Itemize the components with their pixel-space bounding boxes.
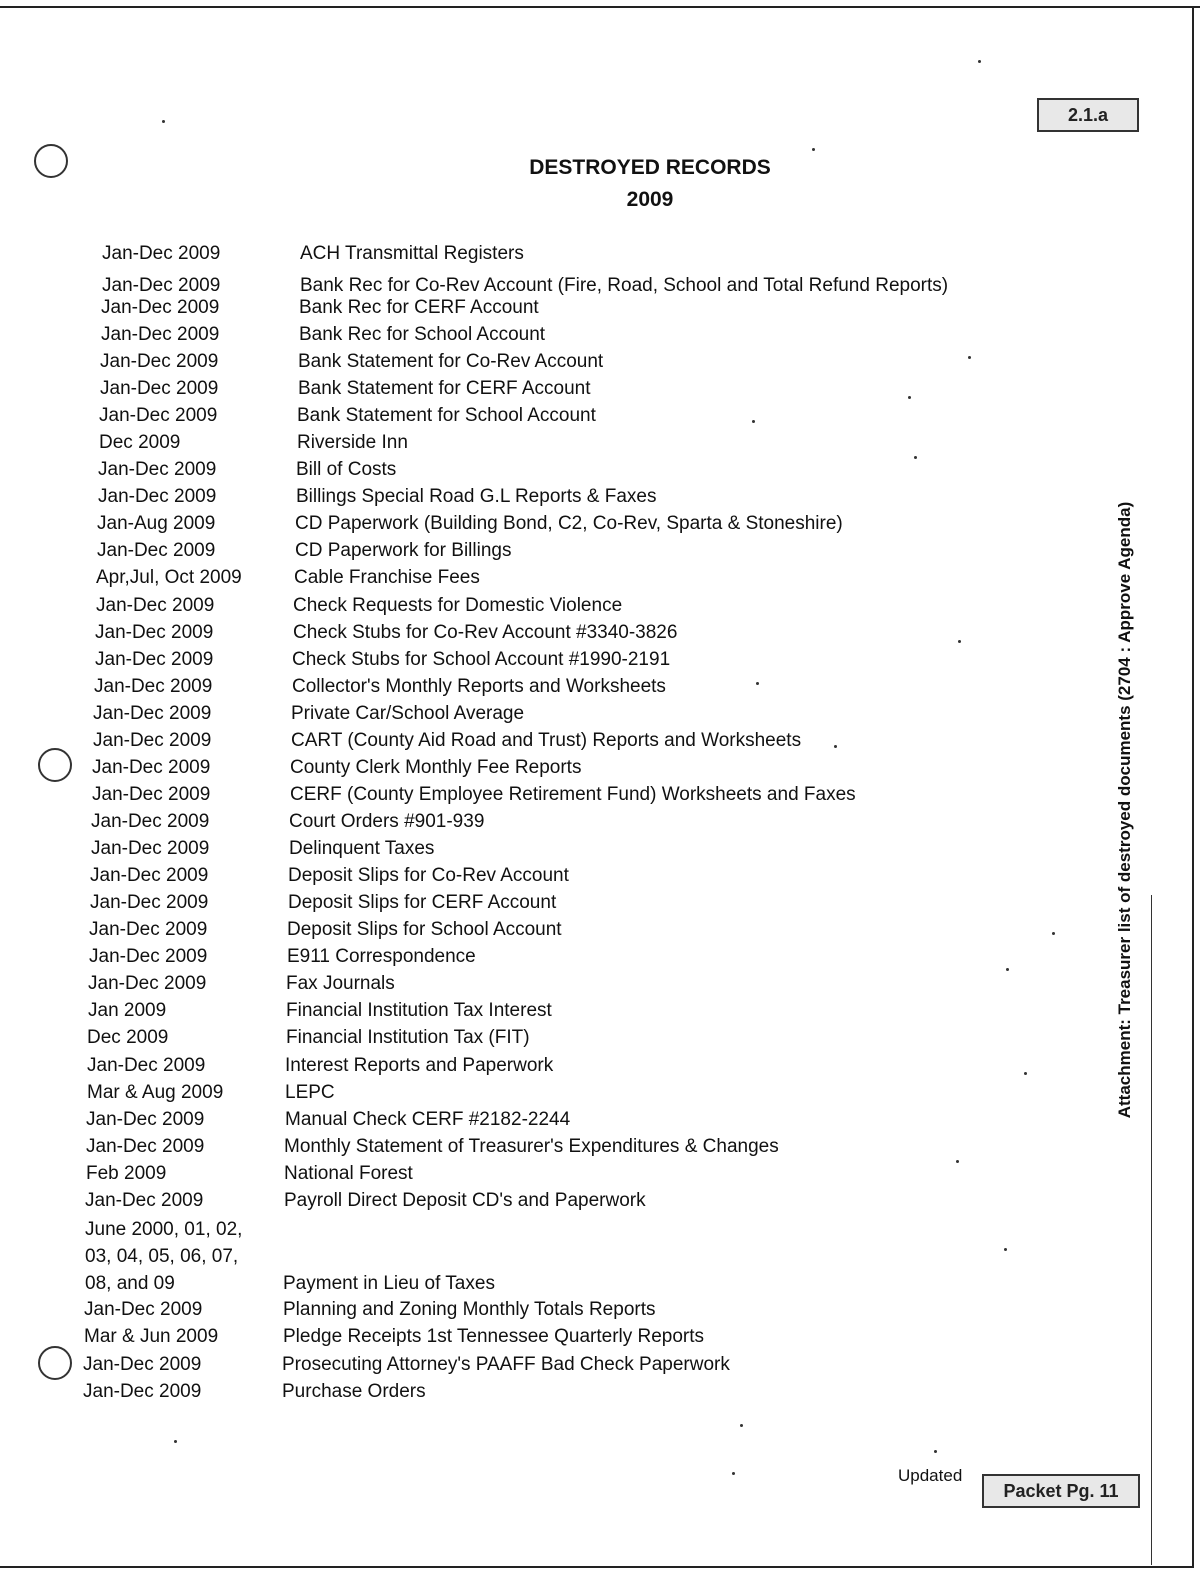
- record-date: Jan-Dec 2009: [83, 1354, 202, 1375]
- record-date: Jan-Dec 2009: [86, 1136, 205, 1157]
- scan-speck: [174, 1440, 177, 1443]
- record-date: June 2000, 01, 02, 03, 04, 05, 06, 07, 08, and 09: [85, 1219, 243, 1294]
- record-date: Jan-Dec 2009: [100, 351, 219, 372]
- page-border-right: [1192, 6, 1194, 1566]
- record-description: Financial Institution Tax Interest: [286, 1000, 552, 1021]
- record-description: Payment in Lieu of Taxes: [283, 1273, 495, 1294]
- record-date: Feb 2009: [86, 1163, 167, 1184]
- record-description: Bank Statement for CERF Account: [298, 378, 591, 399]
- record-description: Financial Institution Tax (FIT): [286, 1027, 530, 1048]
- record-date: Jan-Dec 2009: [89, 946, 208, 967]
- scan-speck: [958, 640, 961, 643]
- margin-rule: [1151, 895, 1152, 1565]
- agenda-item-badge: 2.1.a: [1037, 98, 1139, 132]
- record-description: National Forest: [284, 1163, 413, 1184]
- record-date: Jan 2009: [88, 1000, 167, 1021]
- packet-page-badge: Packet Pg. 11: [982, 1474, 1140, 1508]
- record-description: Billings Special Road G.L Reports & Faxes: [296, 486, 657, 507]
- attachment-sidebar-label: Attachment: Treasurer list of destroyed documents (2704 : Approve Agenda): [1115, 501, 1134, 1119]
- record-date: Jan-Dec 2009: [84, 1299, 203, 1320]
- record-date: Jan-Dec 2009: [92, 784, 211, 805]
- record-description: Check Stubs for Co-Rev Account #3340-3826: [293, 622, 678, 643]
- scan-speck: [162, 120, 165, 123]
- page-border-bottom: [0, 1566, 1194, 1568]
- punch-hole-top: [34, 144, 68, 178]
- page-border-top: [0, 6, 1200, 8]
- record-date: Jan-Dec 2009: [100, 378, 219, 399]
- record-date: Jan-Dec 2009: [85, 1190, 204, 1211]
- record-date: Apr,Jul, Oct 2009: [96, 567, 242, 588]
- record-date: Jan-Dec 2009: [101, 324, 220, 345]
- scan-speck: [934, 1450, 937, 1453]
- record-description: ACH Transmittal Registers: [300, 243, 524, 264]
- record-description: Interest Reports and Paperwork: [285, 1055, 554, 1076]
- scan-speck: [752, 420, 755, 423]
- punch-hole-middle: [38, 748, 72, 782]
- scan-speck: [1004, 1248, 1007, 1251]
- record-date: Jan-Dec 2009: [90, 892, 209, 913]
- record-date: Jan-Dec 2009: [98, 459, 217, 480]
- scan-speck: [756, 682, 759, 685]
- record-description: Purchase Orders: [282, 1381, 426, 1402]
- record-description: Bank Rec for CERF Account: [299, 297, 539, 318]
- record-date: Jan-Dec 2009: [97, 540, 216, 561]
- record-description: Payroll Direct Deposit CD's and Paperwork: [284, 1190, 646, 1211]
- scan-speck: [968, 356, 971, 359]
- record-description: CD Paperwork for Billings: [295, 540, 512, 561]
- record-description: Delinquent Taxes: [289, 838, 435, 859]
- scan-speck: [834, 745, 837, 748]
- record-date: Jan-Dec 2009: [87, 1055, 206, 1076]
- record-date: Jan-Dec 2009: [95, 649, 214, 670]
- record-description: Check Requests for Domestic Violence: [293, 595, 623, 616]
- updated-label: Updated: [898, 1466, 963, 1485]
- record-date: Jan-Dec 2009: [86, 1109, 205, 1130]
- record-description: CD Paperwork (Building Bond, C2, Co-Rev, Sparta & Stoneshire): [295, 513, 843, 534]
- record-description: CERF (County Employee Retirement Fund) Worksheets and Faxes: [290, 784, 856, 805]
- record-description: Check Stubs for School Account #1990-2191: [292, 649, 671, 670]
- record-date: Jan-Dec 2009: [101, 297, 220, 318]
- record-description: Deposit Slips for Co-Rev Account: [288, 865, 569, 886]
- record-description: Bill of Costs: [296, 459, 397, 480]
- scan-speck: [914, 456, 917, 459]
- record-description: Riverside Inn: [297, 432, 408, 453]
- record-date: Jan-Dec 2009: [83, 1381, 202, 1402]
- record-date: Jan-Dec 2009: [88, 973, 207, 994]
- record-date: Jan-Dec 2009: [92, 757, 211, 778]
- record-description: Cable Franchise Fees: [294, 567, 480, 588]
- punch-hole-bottom: [38, 1346, 72, 1380]
- scan-speck: [1006, 968, 1009, 971]
- record-date: Jan-Dec 2009: [99, 405, 218, 426]
- record-description: Deposit Slips for School Account: [287, 919, 562, 940]
- record-date: Jan-Dec 2009: [102, 243, 221, 264]
- scan-speck: [1052, 932, 1055, 935]
- scan-speck: [978, 60, 981, 63]
- record-description: Collector's Monthly Reports and Worksheets: [292, 676, 666, 697]
- record-description: Bank Statement for Co-Rev Account: [298, 351, 604, 372]
- record-date: Dec 2009: [87, 1027, 169, 1048]
- scan-speck: [812, 148, 815, 151]
- document-title: DESTROYED RECORDS: [529, 156, 771, 179]
- record-description: Bank Rec for Co-Rev Account (Fire, Road, School and Total Refund Reports): [300, 275, 949, 296]
- record-date: Jan-Dec 2009: [95, 622, 214, 643]
- document-year: 2009: [626, 188, 674, 211]
- scan-speck: [732, 1472, 735, 1475]
- record-description: Deposit Slips for CERF Account: [288, 892, 557, 913]
- scan-speck: [1024, 1072, 1027, 1075]
- record-description: Fax Journals: [286, 973, 395, 994]
- record-date: Jan-Dec 2009: [91, 811, 210, 832]
- record-date: Jan-Dec 2009: [94, 676, 213, 697]
- record-date: Jan-Dec 2009: [96, 595, 215, 616]
- record-date: Jan-Dec 2009: [90, 865, 209, 886]
- record-date: Jan-Dec 2009: [98, 486, 217, 507]
- record-description: Court Orders #901-939: [289, 811, 485, 832]
- record-date: Jan-Aug 2009: [97, 513, 216, 534]
- record-date: Jan-Dec 2009: [91, 838, 210, 859]
- record-description: Bank Rec for School Account: [299, 324, 546, 345]
- record-description: Pledge Receipts 1st Tennessee Quarterly Reports: [283, 1326, 705, 1347]
- scan-speck: [740, 1424, 743, 1427]
- record-date: Jan-Dec 2009: [93, 703, 212, 724]
- record-date: Mar & Aug 2009: [87, 1082, 224, 1103]
- record-description: LEPC: [285, 1082, 335, 1103]
- record-description: CART (County Aid Road and Trust) Reports and Worksheets: [291, 730, 802, 751]
- record-description: County Clerk Monthly Fee Reports: [290, 757, 582, 778]
- scan-speck: [956, 1160, 959, 1163]
- record-description: E911 Correspondence: [287, 946, 476, 967]
- record-date: Jan-Dec 2009: [93, 730, 212, 751]
- record-description: Prosecuting Attorney's PAAFF Bad Check Paperwork: [282, 1354, 730, 1375]
- record-date: Mar & Jun 2009: [84, 1326, 219, 1347]
- record-date: Dec 2009: [99, 432, 181, 453]
- record-description: Manual Check CERF #2182-2244: [285, 1109, 571, 1130]
- record-description: Monthly Statement of Treasurer's Expenditures & Changes: [284, 1136, 779, 1157]
- scan-speck: [908, 396, 911, 399]
- record-description: Planning and Zoning Monthly Totals Reports: [283, 1299, 656, 1320]
- record-description: Private Car/School Average: [291, 703, 525, 724]
- record-date: Jan-Dec 2009: [102, 275, 221, 296]
- record-date: Jan-Dec 2009: [89, 919, 208, 940]
- record-description: Bank Statement for School Account: [297, 405, 596, 426]
